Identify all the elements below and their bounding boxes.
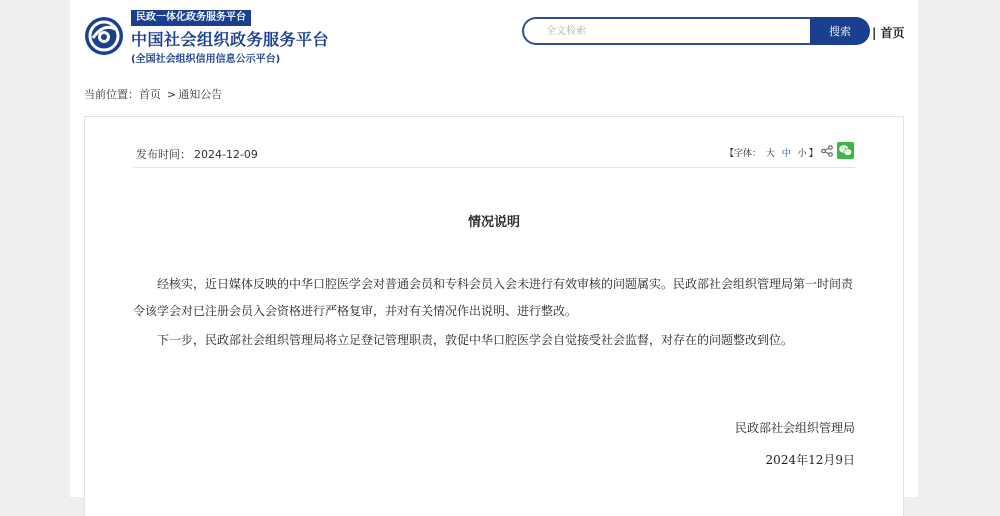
font-large-option[interactable]: 大 [765, 149, 775, 159]
signature-organization: 民政部社会组织管理局 [734, 421, 855, 435]
article-paragraph: 经核实，近日媒体反映的中华口腔医学会对普通会员和专科会员入会未进行有效审核的问题属实。民政部社会组织管理局第一时间责令该学会对已注册会员入会资格进行严格复审，并对有关情况作出说明、进行整改。 [133, 277, 854, 318]
article-paragraph: 下一步，民政部社会组织管理局将立足登记管理职责，敦促中华口腔医学会自觉接受社会监督，对存在的问题整改到位。 [157, 333, 794, 347]
header-divider [133, 167, 855, 168]
font-size-control [725, 146, 818, 159]
wechat-icon[interactable] [837, 142, 854, 159]
site-subtitle: (全国社会组织信用信息公示平台) [131, 54, 281, 65]
site-title[interactable]: 中国社会组织政务服务平台 [131, 30, 330, 49]
publish-label: 发布时间： [136, 148, 191, 161]
font-label: 【字体： [725, 149, 762, 159]
page [70, 0, 918, 497]
emblem-logo-icon[interactable] [84, 16, 124, 56]
article-title: 情况说明 [467, 215, 520, 230]
logo-tag: 民政一体化政务服务平台 [131, 10, 251, 26]
article-panel [84, 116, 904, 516]
breadcrumb-home[interactable]: 首页 [139, 88, 161, 101]
publish-time [133, 146, 258, 162]
font-medium-option[interactable]: 中 [781, 149, 791, 159]
breadcrumb-separator: > [167, 88, 177, 101]
search-button[interactable]: 搜索 [810, 17, 870, 45]
search-input[interactable] [522, 17, 816, 45]
breadcrumb-current: 通知公告 [178, 88, 223, 101]
signature-date: 2024年12月9日 [765, 453, 855, 467]
home-link[interactable]: | 首页 [872, 26, 905, 40]
publish-date: 2024-12-09 [194, 148, 258, 161]
breadcrumb-label: 当前位置： [84, 88, 139, 101]
font-close: 】 [808, 149, 818, 159]
font-small-option[interactable]: 小 [797, 149, 807, 159]
share-icon[interactable] [821, 145, 833, 157]
breadcrumb [84, 86, 222, 102]
search-bar [522, 17, 868, 45]
